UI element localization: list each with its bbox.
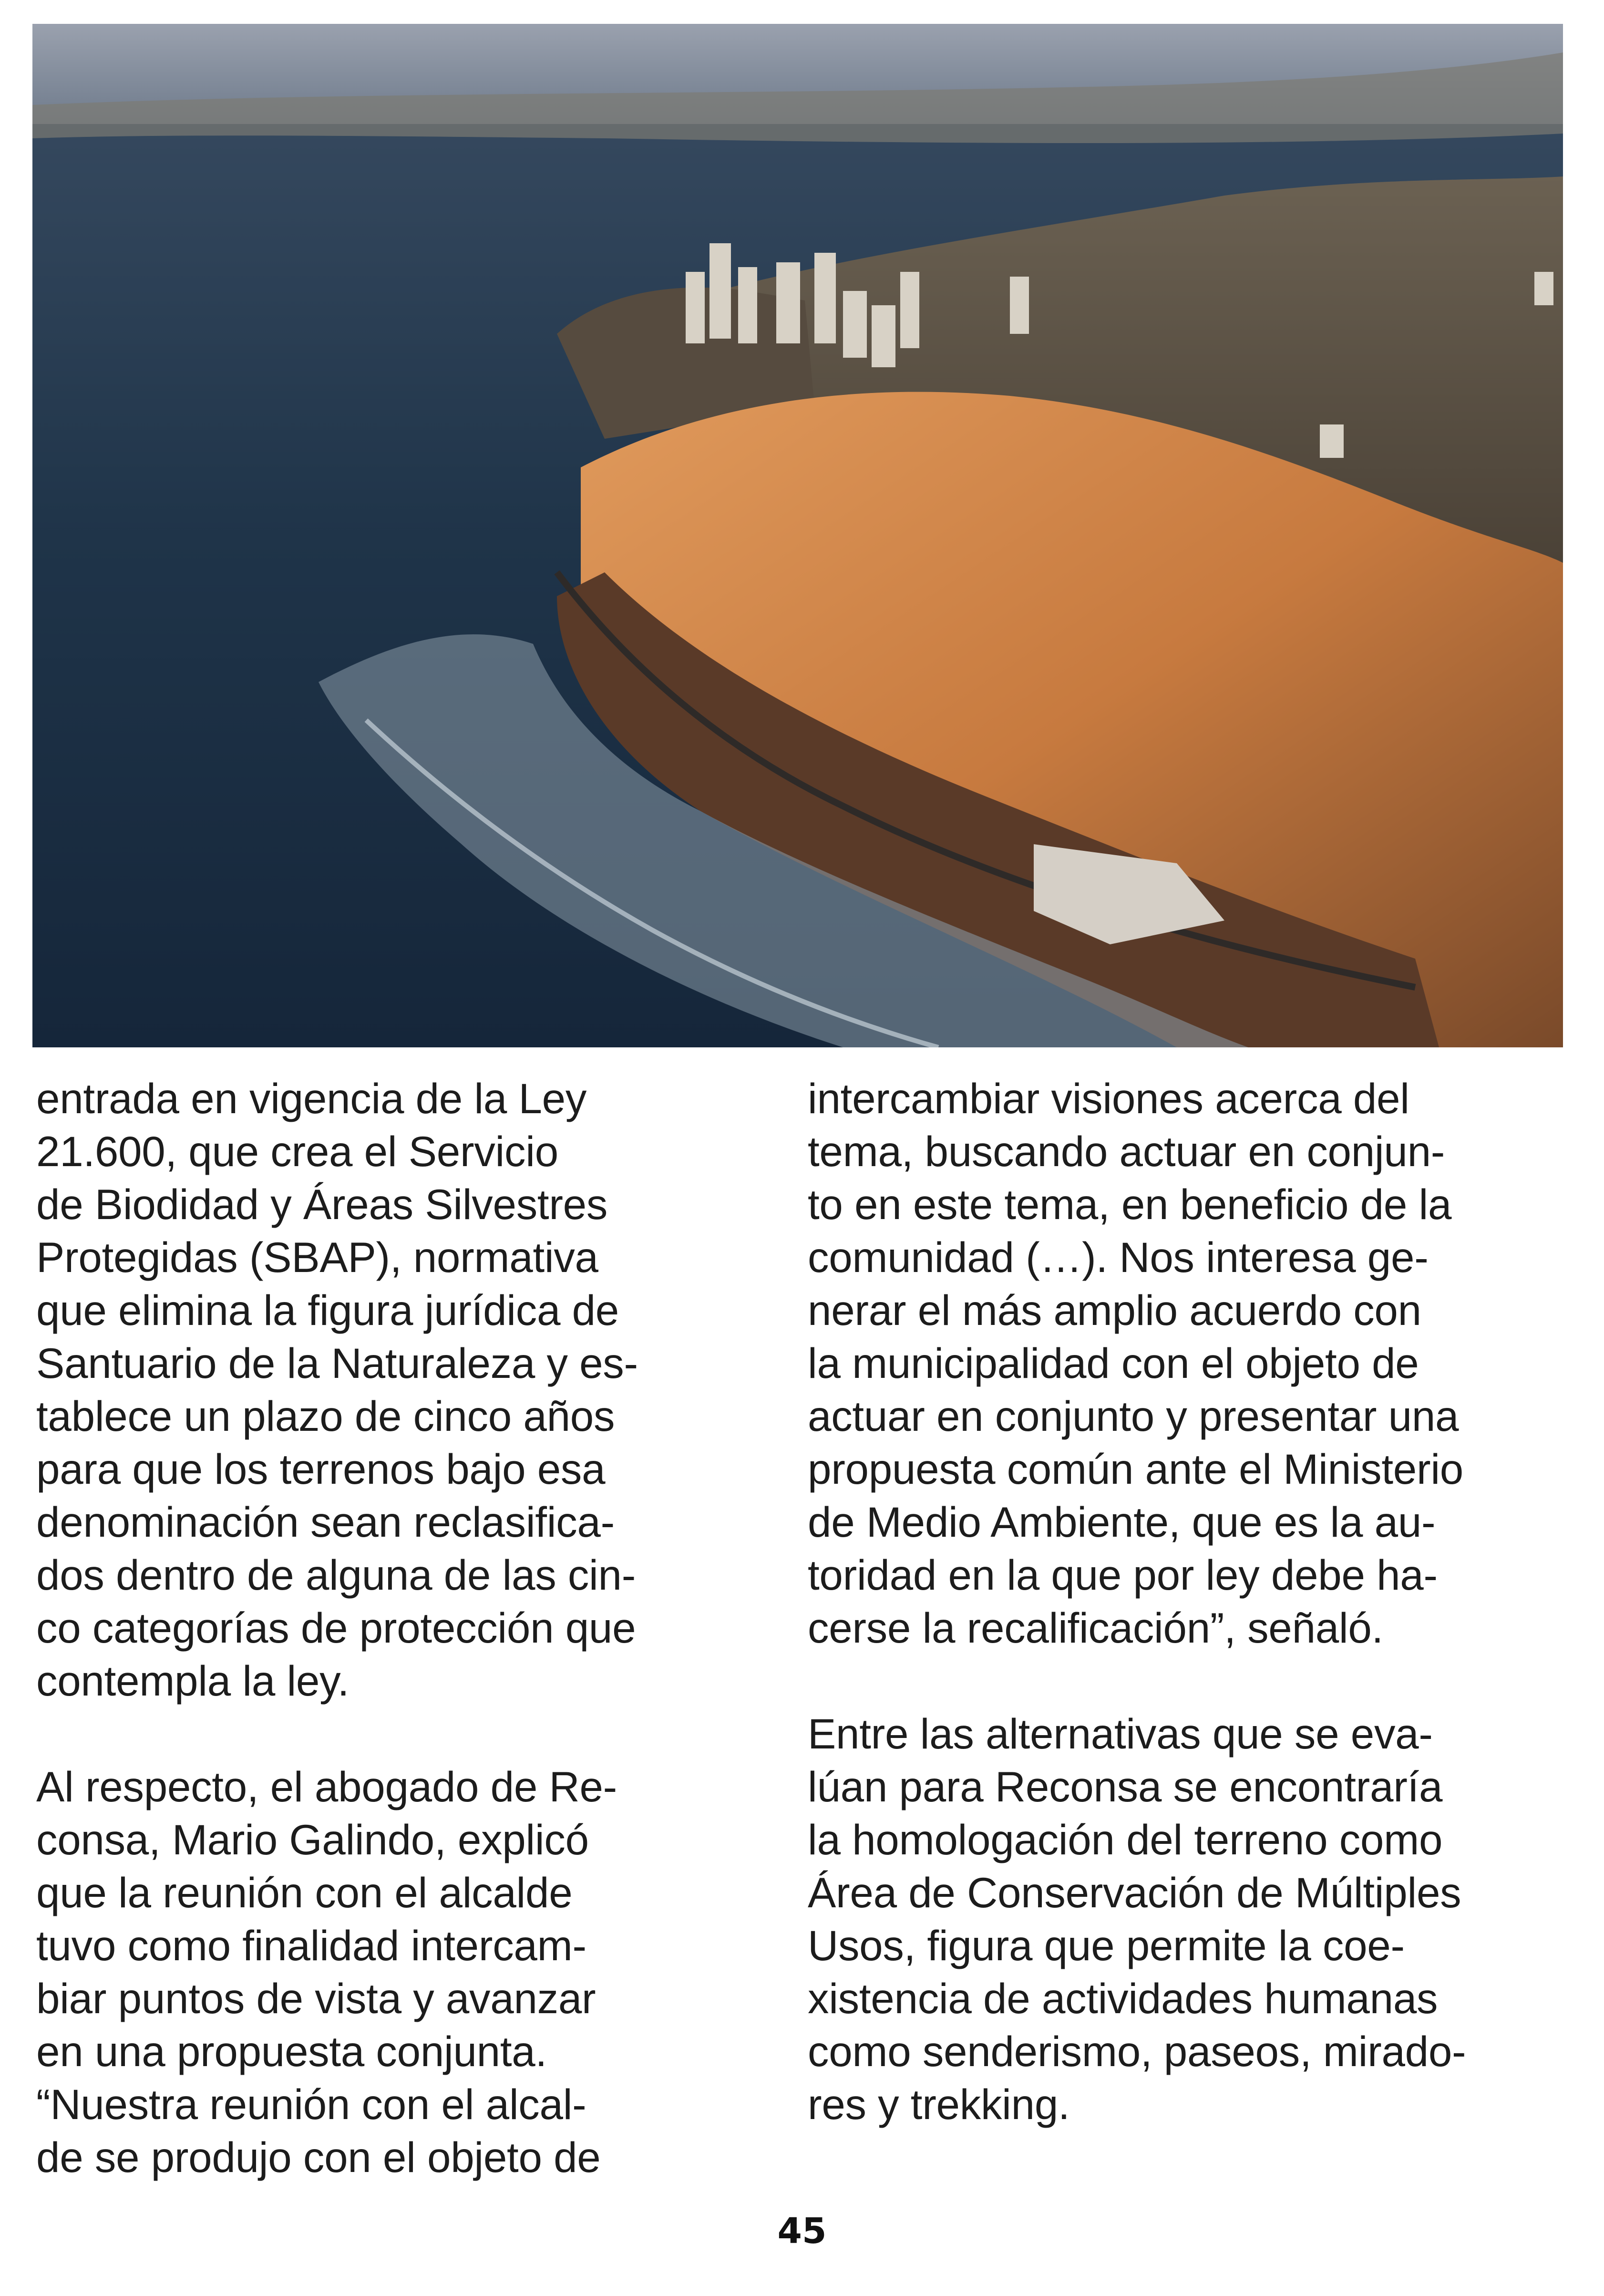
text-line: la homologación del terreno como — [808, 1816, 1443, 1863]
text-line: en una propuesta conjunta. — [36, 2027, 547, 2075]
text-line: biar puntos de vista y avanzar — [36, 1975, 596, 2022]
text-line: que elimina la figura jurídica de — [36, 1286, 619, 1334]
text-line: toridad en la que por ley debe ha- — [808, 1551, 1438, 1599]
text-line: lúan para Reconsa se encontraría — [808, 1763, 1443, 1810]
text-line: consa, Mario Galindo, explicó — [36, 1816, 589, 1863]
text-line: de Medio Ambiente, que es la au- — [808, 1498, 1436, 1546]
article-left-column — [36, 1072, 756, 2184]
text-line: Área de Conservación de Múltiples — [808, 1869, 1461, 1916]
text-line: de se produjo con el objeto de — [36, 2133, 601, 2181]
text-line: que la reunión con el alcalde — [36, 1869, 573, 1916]
text-line: intercambiar visiones acerca del — [808, 1075, 1409, 1122]
text-line: propuesta común ante el Ministerio — [808, 1445, 1463, 1493]
paragraph — [36, 1760, 756, 2184]
paragraph — [36, 1072, 756, 1707]
text-line: de Biodidad y Áreas Silvestres — [36, 1180, 608, 1228]
article-right-column — [808, 1072, 1528, 2131]
text-line: tema, buscando actuar en conjun- — [808, 1127, 1445, 1175]
text-line: denominación sean reclasifica- — [36, 1498, 615, 1546]
text-line: Protegidas (SBAP), normativa — [36, 1233, 598, 1281]
text-line: como senderismo, paseos, mirado- — [808, 2027, 1466, 2075]
text-line: entrada en vigencia de la Ley — [36, 1075, 587, 1122]
text-line: Entre las alternativas que se eva- — [808, 1710, 1433, 1758]
text-line: tuvo como finalidad intercam- — [36, 1922, 586, 1969]
text-line: Santuario de la Naturaleza y es- — [36, 1339, 638, 1387]
text-line: “Nuestra reunión con el alcal- — [36, 2080, 586, 2128]
aerial-photo — [32, 24, 1563, 1047]
text-line: xistencia de actividades humanas — [808, 1975, 1438, 2022]
paragraph — [808, 1707, 1528, 2131]
text-line: Usos, figura que permite la coe- — [808, 1922, 1405, 1969]
text-line: 21.600, que crea el Servicio — [36, 1127, 558, 1175]
text-line: dos dentro de alguna de las cin- — [36, 1551, 636, 1599]
text-line: to en este tema, en beneficio de la — [808, 1180, 1452, 1228]
text-line: la municipalidad con el objeto de — [808, 1339, 1419, 1387]
page-number: 45 — [777, 2211, 827, 2252]
text-line: tablece un plazo de cinco años — [36, 1392, 615, 1440]
text-line: actuar en conjunto y presentar una — [808, 1392, 1459, 1440]
text-line: para que los terrenos bajo esa — [36, 1445, 606, 1493]
text-line: cerse la recalificación”, señaló. — [808, 1604, 1383, 1652]
paragraph — [808, 1072, 1528, 1655]
text-line: contempla la ley. — [36, 1657, 350, 1705]
text-line: co categorías de protección que — [36, 1604, 636, 1652]
text-line: Al respecto, el abogado de Re- — [36, 1763, 617, 1810]
text-line: nerar el más amplio acuerdo con — [808, 1286, 1421, 1334]
text-line: res y trekking. — [808, 2080, 1070, 2128]
text-line: comunidad (…). Nos interesa ge- — [808, 1233, 1429, 1281]
